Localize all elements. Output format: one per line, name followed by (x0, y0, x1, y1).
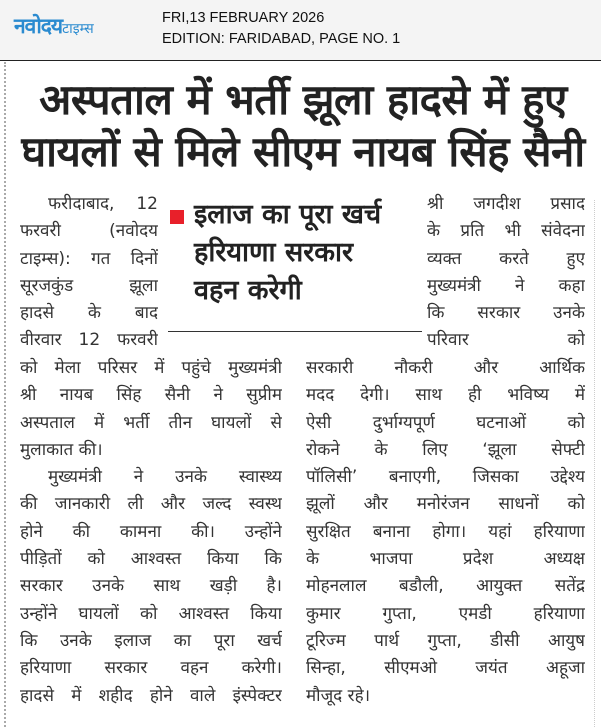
text-line: उन्होंने घायलों को आश्वस्त किया (20, 603, 282, 624)
text-line: परिवार को (427, 330, 585, 351)
column-left (20, 355, 282, 710)
text-line: फरवरी (नवोदय (20, 221, 158, 242)
subhead-rule (168, 331, 422, 332)
text-line: कि सरकार उनके (427, 303, 585, 324)
logo-suffix: टाइम्स (62, 21, 94, 37)
edition-page: EDITION: FARIDABAD, PAGE NO. 1 (162, 31, 401, 47)
text-line: के भाजपा प्रदेश अध्यक्ष (306, 549, 585, 570)
column-intro (20, 191, 158, 355)
left-dotted-border (4, 62, 6, 727)
text-line: मदद देगी। साथ ही भविष्य में (306, 385, 585, 406)
text-line: सरकार उनके साथ खड़ी है। (20, 576, 282, 597)
article-headline (18, 74, 588, 178)
text-line: वीरवार 12 फरवरी (20, 330, 158, 351)
headline-line: घायलों से मिले सीएम नायब सिंह सैनी (21, 127, 585, 176)
subhead-line: वहन करेगी (194, 275, 302, 306)
text-line: श्री जगदीश प्रसाद (427, 194, 585, 214)
edition-info (162, 8, 400, 50)
text-line: कि उनके इलाज का पूरा खर्च (20, 630, 282, 651)
text-line: मुख्यमंत्री ने कहा (427, 275, 585, 296)
text-line: सिन्हा, सीएमओ जयंत अहूजा (306, 658, 585, 679)
text-line: श्री नायब सिंह सैनी ने सुप्रीम (20, 385, 282, 406)
text-line: ऐसी दुर्भाग्यपूर्ण घटनाओं को (306, 412, 585, 433)
text-line: कुमार गुप्ता, एमडी हरियाणा (306, 603, 585, 624)
column-top-right (427, 191, 585, 355)
text-line: होने की कामना की। उन्होंने (20, 521, 282, 542)
column-right (306, 355, 585, 710)
text-line: सूरजकुंड झूला (20, 275, 158, 296)
newspaper-logo (14, 12, 94, 40)
red-square-marker (170, 210, 184, 224)
text-line: मुलाकात की। (20, 439, 103, 460)
text-line: मुख्यमंत्री ने उनके स्वास्थ्य (48, 467, 282, 488)
subhead-line: इलाज का पूरा खर्च (194, 199, 382, 230)
text-line: हादसे के बाद (20, 303, 158, 324)
text-line: हरियाणा सरकार वहन करेगी। (20, 658, 282, 679)
text-line: को मेला परिसर में पहुंचे मुख्यमंत्री (20, 358, 282, 378)
text-line: की जानकारी ली और जल्द स्वस्थ (20, 494, 282, 515)
text-line: पॉलिसी’ बनाएगी, जिसका उद्देश्य (306, 467, 585, 488)
text-line: मौजूद रहे। (306, 685, 371, 706)
text-line: पीड़ितों को आश्वस्त किया कि (20, 549, 282, 570)
text-line: अस्पताल में भर्ती तीन घायलों से (20, 412, 282, 433)
headline-line: अस्पताल में भर्ती झूला हादसे में हुए (39, 75, 567, 124)
text-line: टूरिज्म पार्थ गुप्ता, डीसी आयुष (306, 630, 585, 651)
text-line: टाइम्स): गत दिनों (20, 248, 158, 269)
subhead-line: हरियाणा सरकार (194, 237, 354, 268)
text-line: झूलों और मनोरंजन साधनों को (306, 494, 585, 515)
right-dotted-border (594, 200, 595, 727)
text-line: के प्रति भी संवेदना (427, 221, 585, 242)
text-line: रोकने के लिए ‘झूला सेफ्टी (306, 439, 585, 460)
text-line: हादसे में शहीद होने वाले इंस्पेक्टर (20, 685, 282, 706)
logo-main: नवोदय (14, 14, 63, 38)
text-line: मोहनलाल बडौली, आयुक्त सतेंद्र (306, 576, 585, 597)
subheadline (168, 196, 422, 310)
text-line: सुरक्षित बनाना होगा। यहां हरियाणा (306, 521, 585, 542)
text-line: व्यक्त करते हुए (427, 248, 585, 269)
text-line: फरीदाबाद, 12 (48, 194, 158, 214)
publication-date: FRI,13 FEBRUARY 2026 (162, 10, 325, 26)
page-header (0, 0, 601, 61)
text-line: सरकारी नौकरी और आर्थिक (306, 358, 585, 378)
